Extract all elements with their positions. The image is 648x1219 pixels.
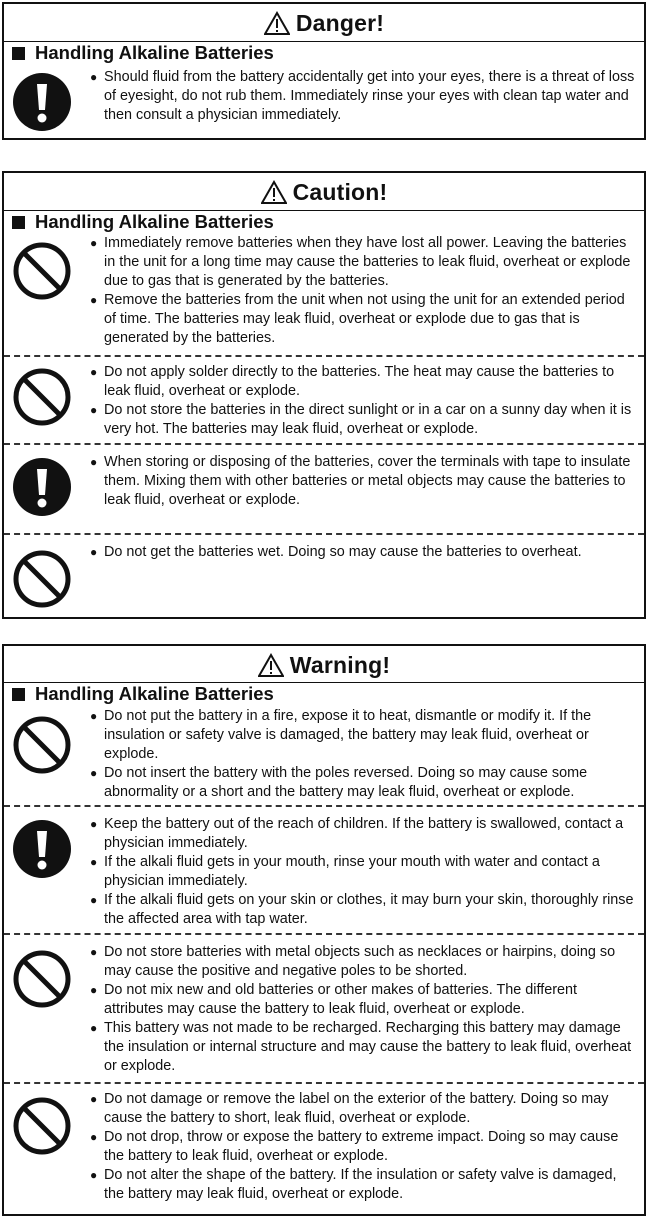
danger-row [4, 64, 644, 138]
warning-row-4 [4, 1082, 644, 1216]
warning-title: Warning! [4, 650, 644, 680]
prohibited-icon [12, 1096, 72, 1156]
list-item: ● Do not damage or remove the label on the exterior of the battery. Doing so may cause the battery to short, leak fluid, overheat or explode. [90, 1090, 636, 1128]
caution-section-heading: Handling Alkaline Batteries [12, 211, 274, 233]
list-item: ● Do not insert the battery with the poles reversed. Doing so may cause some abnormality or a short and the battery may leak fluid, overheat or explode. [90, 764, 636, 802]
warning-row-1 [4, 705, 644, 805]
caution-row-3 [4, 443, 644, 535]
warning-section-heading: Handling Alkaline Batteries [12, 683, 274, 705]
list-item: ● Do not store batteries with metal objects such as necklaces or hairpins, doing so may cause the positive and negative poles to be shorted. [90, 943, 636, 981]
mandatory-icon [12, 457, 72, 517]
danger-box [2, 2, 646, 140]
prohibited-icon [12, 549, 72, 609]
caution-box [2, 171, 646, 619]
list-item: ● Do not get the batteries wet. Doing so may cause the batteries to overheat. [90, 543, 636, 562]
list-item: ● Do not store the batteries in the direct sunlight or in a car on a sunny day when it is very hot. The batteries may leak fluid, overheat or explode. [90, 401, 636, 439]
list-item: ● Do not apply solder directly to the batteries. The heat may cause the batteries to leak fluid, overheat or explode. [90, 363, 636, 401]
list-item: ● This battery was not made to be recharged. Recharging this battery may damage the insulation or internal structure and may cause the battery to leak fluid, overheat or explode. [90, 1019, 636, 1076]
warning-row-2 [4, 805, 644, 935]
warning-row-3 [4, 933, 644, 1084]
warning-triangle-icon [258, 653, 284, 677]
list-item: ● Do not alter the shape of the battery. If the insulation or safety valve is damaged, the battery may leak fluid, overheat or explode. [90, 1166, 636, 1204]
warning-box [2, 644, 646, 1216]
caution-title: Caution! [4, 177, 644, 207]
list-item: ● Should fluid from the battery accidentally get into your eyes, there is a threat of loss of eyesight, do not rub them. Immediately rinse your eyes with clean tap water and then consult a physician immediately. [90, 68, 636, 125]
mandatory-icon [12, 819, 72, 879]
prohibited-icon [12, 367, 72, 427]
list-item: ● Do not mix new and old batteries or other makes of batteries. The different attributes may cause the battery to leak fluid, overheat or explode. [90, 981, 636, 1019]
prohibited-icon [12, 241, 72, 301]
list-item: ● Immediately remove batteries when they have lost all power. Leaving the batteries in the unit for a long time may cause the batteries to leak fluid, overheat or explode due to gas that is generated by the batteries. [90, 234, 636, 291]
mandatory-icon [12, 72, 72, 132]
warning-triangle-icon [264, 11, 290, 35]
danger-section-heading: Handling Alkaline Batteries [12, 42, 274, 64]
danger-title: Danger! [4, 8, 644, 38]
prohibited-icon [12, 949, 72, 1009]
list-item: ● Do not drop, throw or expose the battery to extreme impact. Doing so may cause the battery to leak fluid, overheat or explode. [90, 1128, 636, 1166]
warning-triangle-icon [261, 180, 287, 204]
list-item: ● When storing or disposing of the batteries, cover the terminals with tape to insulate them. Mixing them with other batteries or metal objects may cause the batteries to leak fluid, overheat or explode. [90, 453, 636, 510]
list-item: ● Remove the batteries from the unit when not using the unit for an extended period of time. The batteries may leak fluid, overheat or explode due to gas that is generated by the batteries. [90, 291, 636, 348]
list-item: ● If the alkali fluid gets in your mouth, rinse your mouth with water and contact a physician immediately. [90, 853, 636, 891]
list-item: ● Do not put the battery in a fire, expose it to heat, dismantle or modify it. If the insulation or safety valve is damaged, the battery may leak fluid, overheat or explode. [90, 707, 636, 764]
list-item: ● Keep the battery out of the reach of children. If the battery is swallowed, contact a physician immediately. [90, 815, 636, 853]
list-item: ● If the alkali fluid gets on your skin or clothes, it may burn your skin, thoroughly rinse the affected area with tap water. [90, 891, 636, 929]
caution-row-2 [4, 355, 644, 445]
caution-row-4 [4, 533, 644, 619]
prohibited-icon [12, 715, 72, 775]
caution-row-1 [4, 233, 644, 355]
